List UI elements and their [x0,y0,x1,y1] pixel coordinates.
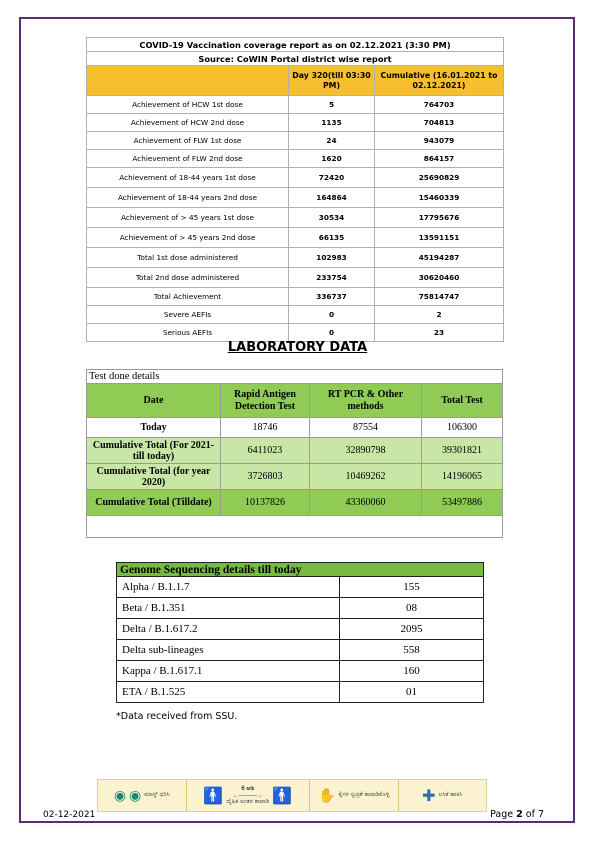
banner-distance-value: 6 ಅಡಿ [241,785,255,792]
table-row: Achievement of HCW 2nd dose 1135 704813 [87,114,504,132]
table-row: Beta / B.1.351 08 [117,598,484,619]
syringe-icon: ✚ [422,787,436,805]
table-row: Alpha / B.1.1.7 155 [117,577,484,598]
lab-blank-row [87,516,503,538]
table-row: Kappa / B.1.617.1 160 [117,661,484,682]
table-row: Total 2nd dose administered 233754 30620460 [87,268,504,288]
table-row: Cumulative Total (For 2021- till today) 6411023 32890798 39301821 [87,438,503,464]
banner-hands-text: ಕೈಗಳ ಸ್ವಚ್ಛತೆ ಕಾಪಾಡಿಕೊಳ್ಳಿ [338,792,390,798]
page-number: Page 2 of 7 [490,809,544,820]
header-day: Day 320(till 03:30 PM) [289,66,375,96]
banner-distance-segment [186,780,310,811]
table-row: Achievement of FLW 2nd dose 1620 864157 [87,150,504,168]
table-row: Total Achievement 336737 75814747 [87,288,504,306]
table-row: Achievement of > 45 years 1st dose 30534 17795676 [87,208,504,228]
table-row: Today 18746 87554 106300 [87,418,503,438]
header-cumulative: Cumulative (16.01.2021 to 02.12.2021) [375,66,504,96]
data-note: *Data received from SSU. [116,711,238,722]
vaccination-source: Source: CoWIN Portal district wise report [87,52,504,66]
genome-title: Genome Sequencing details till today [117,563,484,577]
genome-table [116,562,484,703]
table-row: Achievement of > 45 years 2nd dose 66135 13591151 [87,228,504,248]
table-row: Severe AEFIs 0 2 [87,306,504,324]
table-row: Total 1st dose administered 102983 45194287 [87,248,504,268]
mask-icon: ◉ [129,787,142,803]
banner-mask-text: ಮಾಸ್ಕ್ ಧರಿಸಿ [144,792,170,798]
covid-behaviour-banner [97,779,487,812]
lab-header-total: Total Test [422,384,503,418]
person-icon: 🚹 [272,787,293,805]
lab-header-rtpcr: RT PCR & Other methods [310,384,422,418]
table-row: Achievement of 18-44 years 2nd dose 164864 15460339 [87,188,504,208]
person-icon: 🚹 [203,787,224,805]
table-row: Cumulative Total (Tilldate) 10137826 43360060 53497886 [87,490,503,516]
banner-hands-segment [309,780,398,811]
banner-mask-segment [98,780,186,811]
table-row: Serious AEFIs 0 23 [87,324,504,342]
banner-distance-text: ದೈಹಿಕ ಅಂತರ ಕಾಪಾಡಿ [226,798,270,805]
lab-heading: LABORATORY DATA [227,340,368,355]
table-row: ETA / B.1.525 01 [117,682,484,703]
banner-vaccine-segment [398,780,487,811]
mask-icon: ◉ [113,787,127,803]
lab-caption: Test done details [87,370,503,384]
table-row: Cumulative Total (for year 2020) 3726803 10469262 14196065 [87,464,503,490]
banner-vaccine-text: ಲಸಿಕೆ ಹಾಕಿಸಿ [438,792,463,798]
hand-wash-icon: ✋ [318,787,336,803]
vaccination-table [86,37,504,342]
table-row: Delta sub-lineages 558 [117,640,484,661]
table-row: Achievement of HCW 1st dose 5 764703 [87,96,504,114]
footer-date: 02-12-2021 [43,810,96,820]
header-blank [87,66,289,96]
table-row: Delta / B.1.617.2 2095 [117,619,484,640]
lab-header-rat: Rapid Antigen Detection Test [221,384,310,418]
arrow-icon: ←———→ [232,792,263,799]
table-row: Achievement of 18-44 years 1st dose 72420 25690829 [87,168,504,188]
lab-table [86,369,503,538]
lab-header-date: Date [87,384,221,418]
table-row: Achievement of FLW 1st dose 24 943079 [87,132,504,150]
vaccination-title: COVID-19 Vaccination coverage report as on 02.12.2021 (3:30 PM) [87,38,504,52]
